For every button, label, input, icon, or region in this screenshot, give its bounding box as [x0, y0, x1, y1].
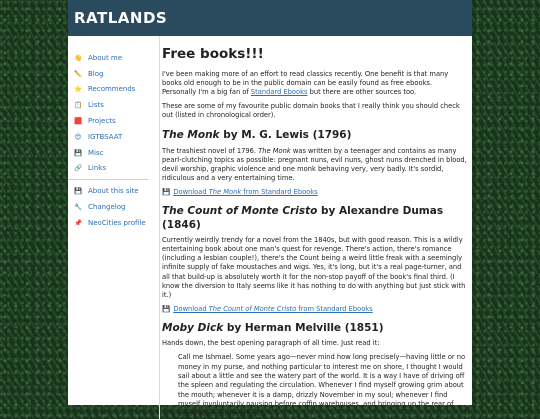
download-monte-cristo-link[interactable]: Download The Count of Monte Cristo from Standard Ebooks	[173, 304, 373, 313]
sidebar-item-neocities-profile[interactable]	[68, 215, 150, 231]
download-row	[162, 188, 468, 196]
sidebar-divider	[68, 179, 148, 180]
heart-eyes-icon: 😍	[74, 132, 82, 141]
red-square-icon: 🟥	[73, 117, 83, 126]
sidebar-item-changelog[interactable]	[68, 199, 150, 215]
page-title: Free books!!!	[162, 46, 264, 62]
sidebar-item-label: Misc	[88, 148, 104, 157]
sidebar-item-blog[interactable]	[68, 66, 150, 82]
pencil-icon: ✏️	[73, 69, 83, 78]
sidebar-item-links[interactable]	[68, 161, 150, 177]
sidebar-item-label: Recommends	[88, 85, 136, 94]
book-description: Hands down, the best opening paragraph of all time. Just read it:	[162, 339, 380, 348]
book-description: Currently weirdly trendy for a novel from the 1840s, but with good reason. This is a wildly entertaining book about one man's quest for revenge. There's action, there's romance (including a lesbian couple!), there's the Count being a weird little freak with a seemingly infinite supply of fake moustaches and wigs. Yes, it's long, but it's a real page-turner, and all that build-up is absolutely worth it for the non-stop payoff of the book's final third. (I know the diversion to Italy seems like it has nothing to do with anything but just stick with it.)	[162, 236, 466, 299]
download-row	[162, 305, 468, 313]
sidebar-item-lists[interactable]	[68, 97, 150, 113]
sidebar-item-label: NeoCities profile	[88, 218, 146, 227]
sidebar-item-label: Lists	[88, 101, 104, 110]
book-heading: The Monk by M. G. Lewis (1796)	[162, 129, 352, 142]
book-heading: The Count of Monte Cristo by Alexandre Dumas (1846)	[162, 205, 444, 231]
link-icon: 🔗	[73, 164, 83, 173]
floppy-disk-icon: 💾	[162, 304, 171, 313]
floppy-disk-icon: 💾	[73, 187, 83, 196]
star-icon: ⭐	[73, 85, 83, 94]
floppy-disk-icon: 💾	[73, 148, 83, 157]
sidebar-item-label: IGTBSAAT	[88, 132, 123, 141]
sidebar-item-label: Links	[88, 164, 106, 173]
sidebar-item-label: About this site	[88, 187, 139, 196]
sidebar-nav	[68, 50, 150, 231]
standard-ebooks-link[interactable]: Standard Ebooks	[250, 88, 308, 97]
sidebar-item-about-this-site[interactable]	[68, 183, 150, 199]
sidebar-item-igtbsaat[interactable]	[68, 129, 150, 145]
page-body	[68, 36, 472, 418]
site-header	[68, 0, 472, 36]
book-quote: Call me Ishmael. Some years ago—never mind how long precisely—having little or no money in my purse, and nothing particular to interest me on shore, I thought I would sail about a little and see the watery part of the world. It is a way I have of driving off the spleen and regulating the circulation. Whenever I find myself growing grim about the mouth; whenever it is a damp, drizzly November in my soul; whenever I find myself involuntarily pausing before coffin warehouses, and bringing up the rear of every funeral I meet; and	[178, 353, 466, 418]
floppy-disk-icon: 💾	[162, 188, 171, 197]
sidebar-item-label: Changelog	[88, 203, 126, 212]
wrench-icon: 🔧	[73, 203, 83, 212]
site-title[interactable]: RATLANDS	[74, 9, 168, 27]
sidebar-item-recommends[interactable]	[68, 82, 150, 98]
sidebar-item-about-me[interactable]	[68, 50, 150, 66]
book-heading: Moby Dick by Herman Melville (1851)	[162, 321, 384, 334]
book-description: The trashiest novel of 1796. The Monk was written by a teenager and contains as many pearl-clutching topics as possible: pregnant nuns, evil nuns, ghost nuns drenched in blood, devil worship, graphic violence and one monk behaving very, very badly. It's sordid, ridiculous and a very entertaining time.	[162, 146, 467, 183]
download-the-monk-link[interactable]: Download The Monk from Standard Ebooks	[173, 188, 318, 197]
intro-paragraph: These are some of my favourite public domain books that I really think you should check out (listed in chronological order).	[162, 102, 460, 120]
sidebar-item-misc[interactable]	[68, 145, 150, 161]
clipboard-icon: 📋	[73, 101, 83, 110]
main-content	[159, 36, 468, 419]
pushpin-icon: 📌	[73, 218, 83, 227]
sidebar-item-label: Projects	[88, 117, 116, 126]
waving-hand-icon: 👋	[73, 53, 83, 62]
sidebar-item-projects[interactable]	[68, 113, 150, 129]
sidebar-item-label: Blog	[88, 69, 104, 78]
sidebar-item-label: About me	[88, 53, 123, 62]
intro-paragraph: I've been making more of an effort to read classics recently. One benefit is that many books old enough to be in the public domain can be easily found as free ebooks. Personally I'm a big fan of Standard Ebooks but there are other sources too.	[162, 70, 449, 97]
